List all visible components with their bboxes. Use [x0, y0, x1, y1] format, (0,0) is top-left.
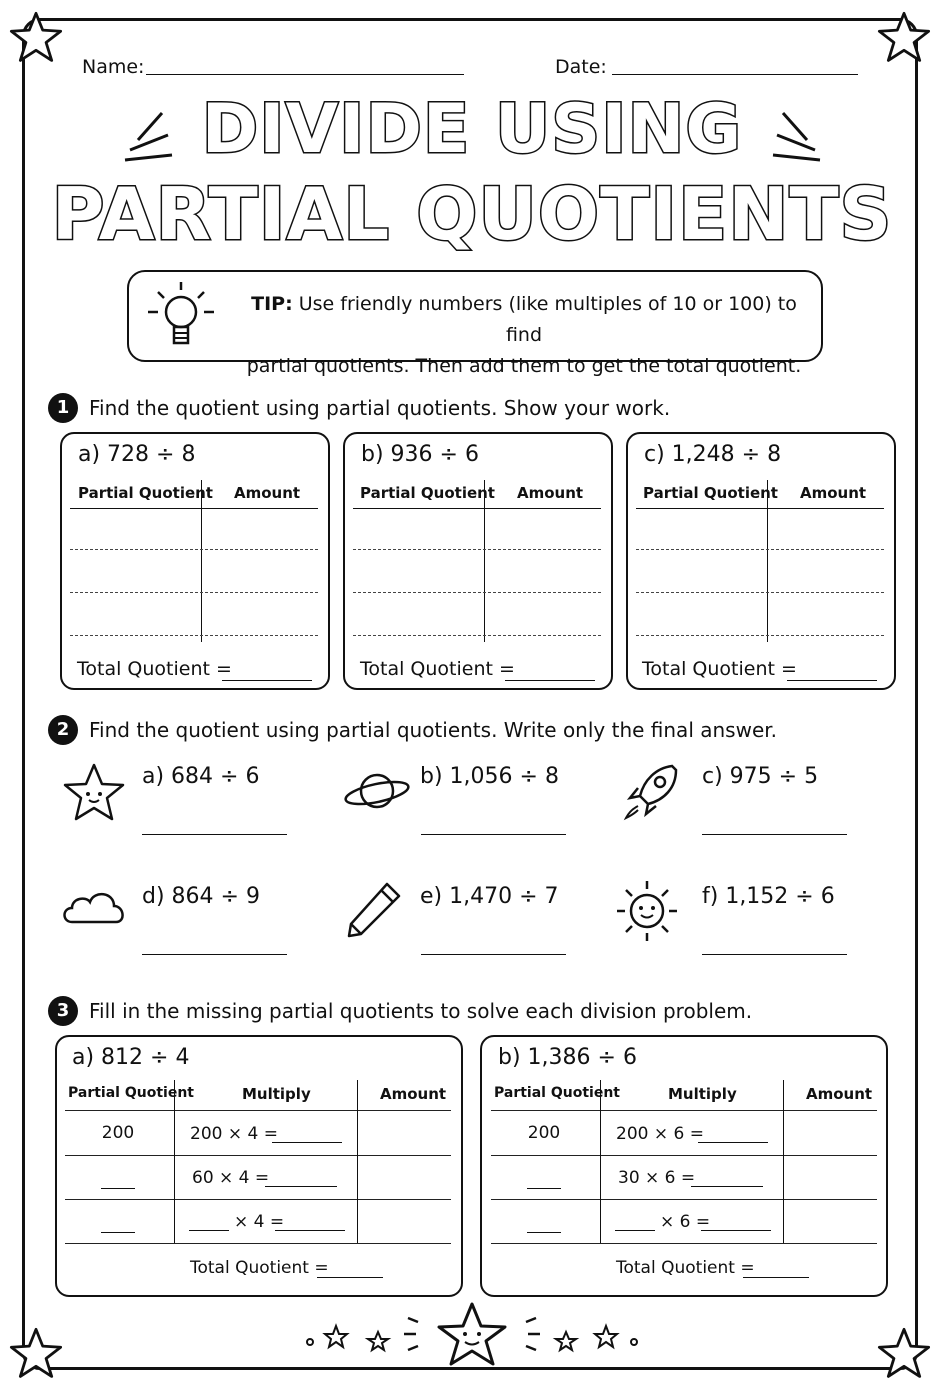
answer-field-f[interactable] — [702, 954, 847, 955]
row-divider — [491, 1155, 877, 1156]
total-quotient-label: Total Quotient = — [616, 1258, 755, 1278]
multiply-cell: 200 × 4 = — [190, 1124, 278, 1144]
section2-number: 2 — [48, 715, 78, 745]
work-box-a — [60, 432, 330, 690]
problem-title: b) 936 ÷ 6 — [361, 442, 479, 467]
answer-field-e[interactable] — [421, 954, 566, 955]
problem-d: d) 864 ÷ 9 — [142, 884, 260, 909]
date-field[interactable] — [612, 74, 858, 75]
multiply-answer-field[interactable] — [275, 1230, 345, 1231]
row-divider — [65, 1110, 451, 1111]
lightbulb-icon — [146, 278, 216, 354]
page-title-line2: PARTIAL QUOTIENTS — [51, 172, 893, 256]
column-divider — [174, 1080, 175, 1243]
tip-line2: partial quotients. Then add them to get the total quotient. — [246, 355, 802, 377]
multiply-answer-field[interactable] — [701, 1230, 771, 1231]
table-title: b) 1,386 ÷ 6 — [498, 1045, 637, 1070]
total-quotient-label: Total Quotient = — [642, 658, 797, 680]
total-quotient-field[interactable] — [505, 680, 595, 681]
row-divider — [491, 1243, 877, 1244]
problem-e: e) 1,470 ÷ 7 — [420, 884, 559, 909]
header-underline — [70, 508, 318, 509]
header-underline — [636, 508, 884, 509]
column-divider — [357, 1080, 358, 1243]
answer-field-d[interactable] — [142, 954, 287, 955]
problem-title: a) 728 ÷ 8 — [78, 442, 196, 467]
page-title-line1: DIVIDE USING — [201, 90, 743, 169]
corner-star-icon — [876, 1326, 932, 1382]
total-quotient-field[interactable] — [317, 1277, 383, 1278]
multiplier-field[interactable] — [189, 1230, 229, 1231]
problem-c: c) 975 ÷ 5 — [702, 764, 819, 789]
total-quotient-label: Total Quotient = — [360, 658, 515, 680]
work-line — [353, 592, 601, 593]
multiply-cell: 30 × 6 = — [618, 1168, 696, 1188]
col-header-partial-quotient: Partial Quotient — [494, 1085, 620, 1101]
multiply-answer-field[interactable] — [698, 1142, 768, 1143]
multiply-cell: × 6 = — [660, 1212, 711, 1232]
problem-f: f) 1,152 ÷ 6 — [702, 884, 835, 909]
partial-quotient-cell: 200 — [527, 1123, 561, 1143]
table-title: a) 812 ÷ 4 — [72, 1045, 190, 1070]
partial-quotient-field[interactable] — [527, 1232, 561, 1233]
col-header-amount: Amount — [806, 1085, 873, 1103]
multiply-answer-field[interactable] — [272, 1142, 342, 1143]
section3-number: 3 — [48, 996, 78, 1026]
problem-title: c) 1,248 ÷ 8 — [644, 442, 782, 467]
partial-quotient-field[interactable] — [101, 1188, 135, 1189]
multiply-answer-field[interactable] — [691, 1186, 763, 1187]
column-divider — [783, 1080, 784, 1243]
total-quotient-label: Total Quotient = — [77, 658, 232, 680]
problem-b: b) 1,056 ÷ 8 — [420, 764, 559, 789]
col-header-amount: Amount — [380, 1085, 447, 1103]
row-divider — [65, 1243, 451, 1244]
multiply-answer-field[interactable] — [265, 1186, 337, 1187]
row-divider — [65, 1155, 451, 1156]
partial-quotient-field[interactable] — [527, 1188, 561, 1189]
work-line — [353, 549, 601, 550]
col-header-partial-quotient: Partial Quotient — [68, 1085, 194, 1101]
section3-instruction: Fill in the missing partial quotients to solve each division problem. — [89, 999, 753, 1023]
column-divider — [767, 480, 768, 642]
work-box-c — [626, 432, 896, 690]
section1-instruction: Find the quotient using partial quotients. Show your work. — [89, 396, 671, 420]
work-line — [636, 635, 884, 636]
multiply-cell: 60 × 4 = — [192, 1168, 270, 1188]
name-field[interactable] — [146, 74, 464, 75]
rocket-icon — [620, 760, 682, 822]
row-divider — [65, 1199, 451, 1200]
section2-instruction: Find the quotient using partial quotients. Write only the final answer. — [89, 718, 777, 742]
col-header-multiply: Multiply — [668, 1085, 737, 1103]
corner-star-icon — [8, 1326, 64, 1382]
pencil-icon — [343, 880, 403, 940]
work-line — [636, 549, 884, 550]
multiply-cell: 200 × 6 = — [616, 1124, 704, 1144]
corner-star-icon — [876, 10, 932, 66]
work-line — [70, 592, 318, 593]
work-line — [70, 549, 318, 550]
total-quotient-field[interactable] — [743, 1277, 809, 1278]
column-divider — [600, 1080, 601, 1243]
answer-field-a[interactable] — [142, 834, 287, 835]
tip-line1: Use friendly numbers (like multiples of 10 or 100) to find — [298, 293, 797, 346]
header-underline — [353, 508, 601, 509]
multiply-cell: × 4 = — [234, 1212, 285, 1232]
work-line — [353, 635, 601, 636]
star-icon — [62, 762, 126, 822]
row-divider — [491, 1199, 877, 1200]
col-header-amount: Amount — [234, 484, 301, 502]
col-header-multiply: Multiply — [242, 1085, 311, 1103]
col-header-amount: Amount — [800, 484, 867, 502]
bottom-star-decoration-icon — [300, 1300, 644, 1372]
corner-star-icon — [8, 10, 64, 66]
date-label: Date: — [555, 56, 607, 78]
work-line — [70, 635, 318, 636]
col-header-partial-quotient: Partial Quotient — [360, 484, 495, 502]
total-quotient-field[interactable] — [787, 680, 877, 681]
total-quotient-label: Total Quotient = — [190, 1258, 329, 1278]
col-header-partial-quotient: Partial Quotient — [78, 484, 213, 502]
planet-icon — [342, 765, 412, 817]
cloud-icon — [60, 884, 128, 928]
row-divider — [491, 1110, 877, 1111]
answer-field-b[interactable] — [421, 834, 566, 835]
work-box-b — [343, 432, 613, 690]
problem-a: a) 684 ÷ 6 — [142, 764, 260, 789]
multiplier-field[interactable] — [615, 1230, 655, 1231]
name-label: Name: — [82, 56, 145, 78]
col-header-partial-quotient: Partial Quotient — [643, 484, 778, 502]
answer-field-c[interactable] — [702, 834, 847, 835]
tip-text — [234, 289, 814, 382]
work-line — [636, 592, 884, 593]
total-quotient-field[interactable] — [222, 680, 312, 681]
partial-quotient-field[interactable] — [101, 1232, 135, 1233]
section1-number: 1 — [48, 393, 78, 423]
column-divider — [484, 480, 485, 642]
tip-label: TIP: — [251, 293, 293, 315]
sun-icon — [614, 878, 680, 944]
column-divider — [201, 480, 202, 642]
col-header-amount: Amount — [517, 484, 584, 502]
partial-quotient-cell: 200 — [101, 1123, 135, 1143]
